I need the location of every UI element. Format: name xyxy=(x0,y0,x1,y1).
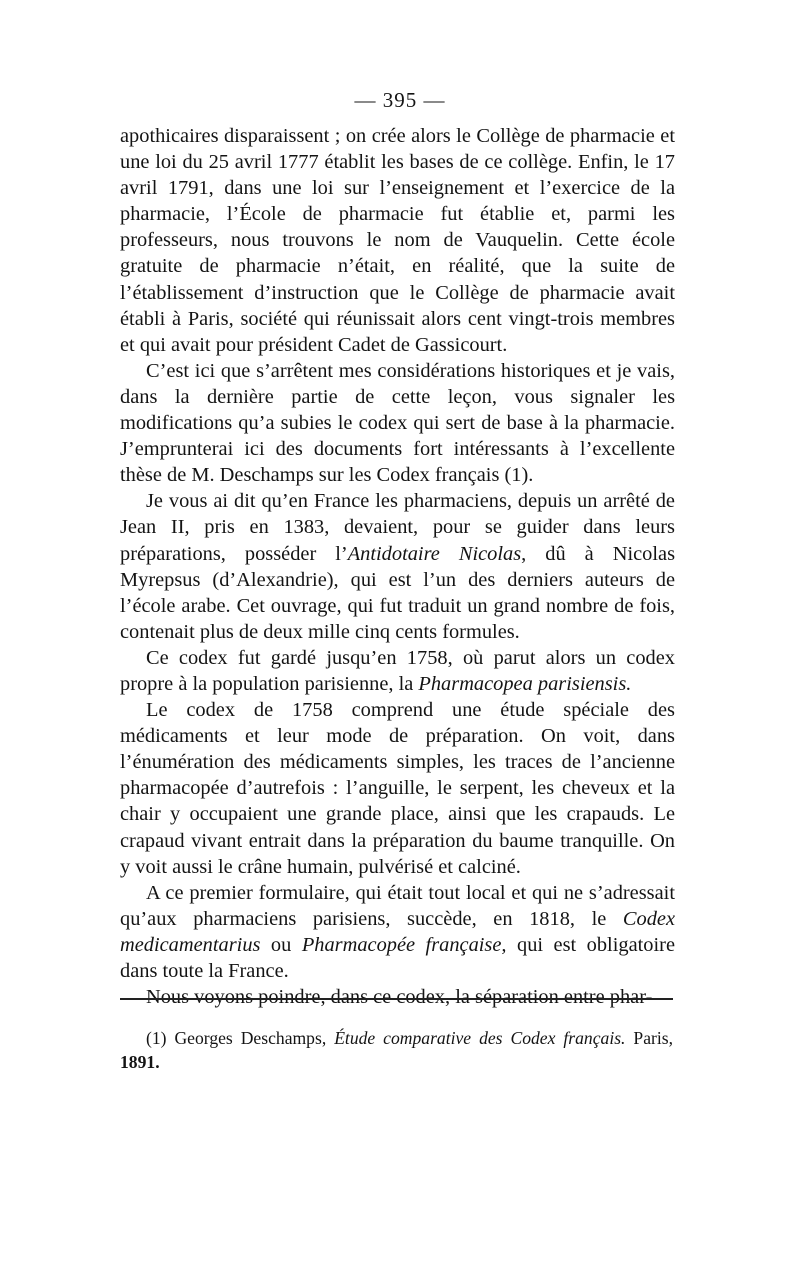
paragraph xyxy=(120,123,675,358)
paragraph xyxy=(120,358,675,488)
text-segment: Nous voyons poindre, dans ce codex, la séparation entre phar- xyxy=(146,986,653,1009)
text-segment: qui est obligatoire dans toute la France. xyxy=(120,933,676,982)
text-segment: Je vous ai dit qu’en France les pharmaciens, depuis un arrêté de Jean II, pris en 1383, devaient, pour se guider dans leurs préparations, posséder l’ xyxy=(120,490,675,565)
italic-text: Pharmacopée française, xyxy=(301,933,507,956)
footnote-divider xyxy=(120,998,673,1000)
paragraph xyxy=(120,697,675,880)
italic-text: Pharmacopea parisiensis. xyxy=(418,672,632,695)
paragraph xyxy=(120,645,675,697)
page-number: — 395 — xyxy=(354,88,446,112)
italic-text: Antidotaire Nicolas xyxy=(347,542,522,565)
text-segment: , dû à Nicolas Myrepsus (d’Alexandrie), qui est l’un des derniers auteurs de l’école arabe. Cet ouvrage, qui fut traduit un grand nombre de fois, contenait plus de deux mille cinq cents formules. xyxy=(120,542,676,643)
text-segment: apothicaires disparaissent ; on crée alors le Collège de pharmacie et une loi du 25 avril 1777 établit les bases de ce collège. Enfin, le 17 avril 1791, dans une loi sur l’enseignement et l’exercice de la pharmacie, l’École de pharmacie fut établie et, parmi les professeurs, nous trouvons le nom de Vauquelin. Cette école gratuite de pharmacie n’était, en réalité, que la suite de l’établissement d’instruction que le Collège de pharmacie avait établi à Paris, société qui réunissait alors cent vingt-trois membres et qui avait pour président Cadet de Gassicourt. xyxy=(120,125,675,356)
body-text xyxy=(120,123,675,1010)
paragraph xyxy=(120,880,675,984)
text-segment: C’est ici que s’arrêtent mes considérations historiques et je vais, dans la dernière partie de cette leçon, vous signaler les modifications qu’a subies le codex qui sert de base à la pharmacie. J’emprunterai ici des documents fort intéressants à l’excellente thèse de M. Deschamps sur les Codex français (1). xyxy=(120,359,675,487)
italic-text: Codex medicamentarius xyxy=(120,907,675,956)
paragraph xyxy=(120,488,675,645)
italic-text: Étude comparative des Codex français. xyxy=(334,1028,626,1048)
text-segment: (1) Georges Deschamps, xyxy=(146,1028,335,1048)
text-segment: A ce premier formulaire, qui était tout local et qui ne s’adressait qu’aux pharmaciens parisiens, succède, en 1818, le xyxy=(120,881,675,930)
text-segment: Paris, xyxy=(625,1028,673,1048)
text-segment: Ce codex fut gardé jusqu’en 1758, où parut alors un codex propre à la population parisienne, la xyxy=(120,646,675,695)
text-segment: Le codex de 1758 comprend une étude spéciale des médicaments et leur mode de préparation. On voit, dans l’énumération des médicaments simples, les traces de l’ancienne pharmacopée d’autrefois : l’anguille, le serpent, les cheveux et la chair y occupaient une grande place, ainsi que les crapauds. Le crapaud vivant entrait dans la préparation du baume tranquille. On y voit aussi le crâne humain, pulvérisé et calciné. xyxy=(120,699,675,878)
footnote xyxy=(120,1026,673,1074)
text-segment: ou xyxy=(260,933,302,956)
bold-text: 1891. xyxy=(120,1052,160,1072)
